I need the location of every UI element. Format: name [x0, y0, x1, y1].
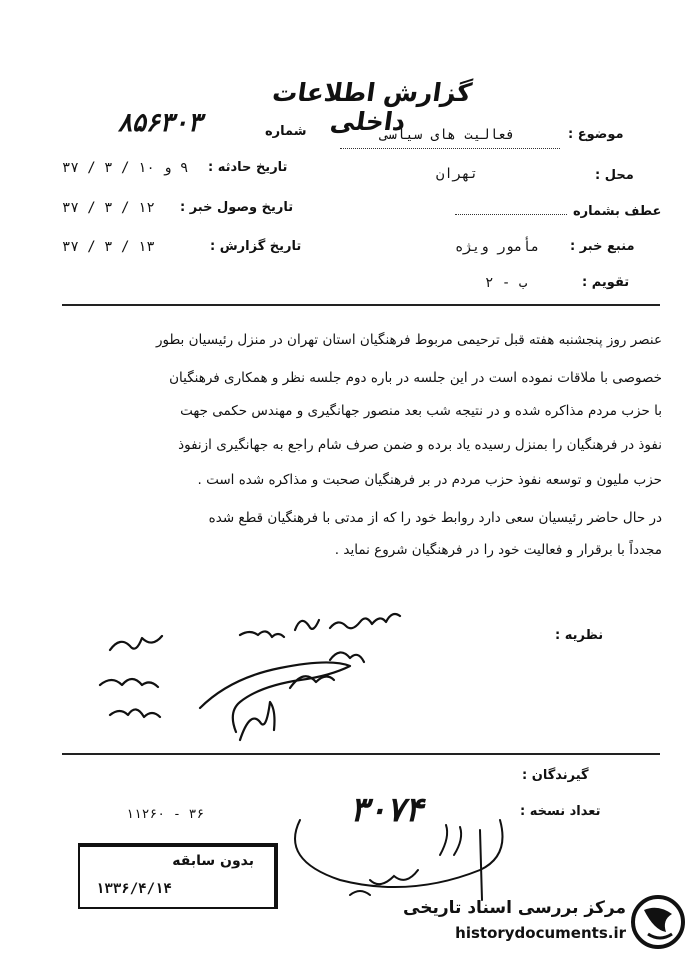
receipt-date-label: تاریخ وصول خبر : [180, 200, 294, 215]
body-line: خصوصی با ملاقات نموده است در این جلسه در باره دوم جلسه نظر و همکاری فرهنگیان [169, 370, 662, 386]
subject-value: فعالیت های سیاسی [380, 127, 515, 143]
archive-number: ۱۱۲۶۰ - ۳۶ [126, 807, 205, 822]
body-line: در حال حاضر رئیسیان سعی دارد روابط خود را که از مدتی با فرهنگیان قطع شده [208, 510, 662, 526]
handwritten-scribble [270, 760, 530, 910]
place-value: تهران [436, 166, 479, 182]
receipt-date-value: ۱۲ / ۳ / ۳۷ [62, 200, 155, 216]
watermark [403, 892, 688, 952]
body-line: مجدداً با برقرار و فعالیت خود را در فرهنگیان شروع نماید . [334, 542, 662, 558]
opinion-label: نظریه : [555, 628, 604, 643]
stamp-line-1: بدون سابقه [172, 853, 254, 869]
event-date-value: ۹ و ۱۰ / ۳ / ۳۷ [62, 160, 189, 176]
watermark-line-2: historydocuments.ir [455, 924, 626, 942]
rating-value: ب - ۲ [485, 275, 528, 291]
footer-separator [62, 753, 660, 755]
header-separator [62, 304, 660, 306]
subject-label: موضوع : [568, 127, 624, 142]
stamp-line-2: ۱۳۳۶/۴/۱۴ [96, 881, 172, 897]
body-line: نفوذ در فرهنگیان را بمنزل رسیده یاد برده و ضمن صرف شام راجع به جهانگیری ازنفوذ [178, 437, 662, 453]
page-title: گزارش اطلاعات داخلی [270, 78, 474, 136]
handwritten-note: ۳۰۷۴ [350, 790, 424, 830]
recipients-label: گیرندگان : [522, 768, 589, 783]
report-number-label: شماره [265, 124, 307, 139]
source-value: مأمور ویژه [455, 239, 540, 255]
body-line: با حزب مردم مذاکره شده و در نتیجه شب بعد منصور جهانگیری و مهندس حکمی جهت [180, 403, 662, 419]
source-label: منبع خبر : [570, 239, 635, 254]
watermark-line-1: مرکز بررسی اسناد تاریخی [403, 898, 626, 918]
subject-dotline [340, 148, 560, 149]
watermark-logo [630, 894, 686, 950]
reference-label: عطف بشماره [573, 204, 662, 219]
body-line: حزب ملیون و توسعه نفوذ حزب مردم در بر فرهنگیان صحبت و مذاکره شده است . [197, 472, 662, 488]
event-date-label: تاریخ حادثه : [208, 160, 288, 175]
report-date-value: ۱۳ / ۳ / ۳۷ [62, 239, 155, 255]
handwritten-annotations [90, 590, 420, 760]
copies-label: تعداد نسخه : [520, 804, 601, 819]
report-date-label: تاریخ گزارش : [210, 239, 302, 254]
archive-stamp [78, 843, 278, 909]
place-label: محل : [595, 168, 634, 183]
reference-dotline [455, 214, 567, 215]
body-line: عنصر روز پنجشنبه هفته قبل ترحیمی مربوط فرهنگیان استان تهران در منزل رئیسیان بطور [155, 332, 662, 348]
rating-label: تقویم : [582, 275, 630, 290]
report-number: ۸۵۶۳۰۳ [118, 108, 202, 138]
